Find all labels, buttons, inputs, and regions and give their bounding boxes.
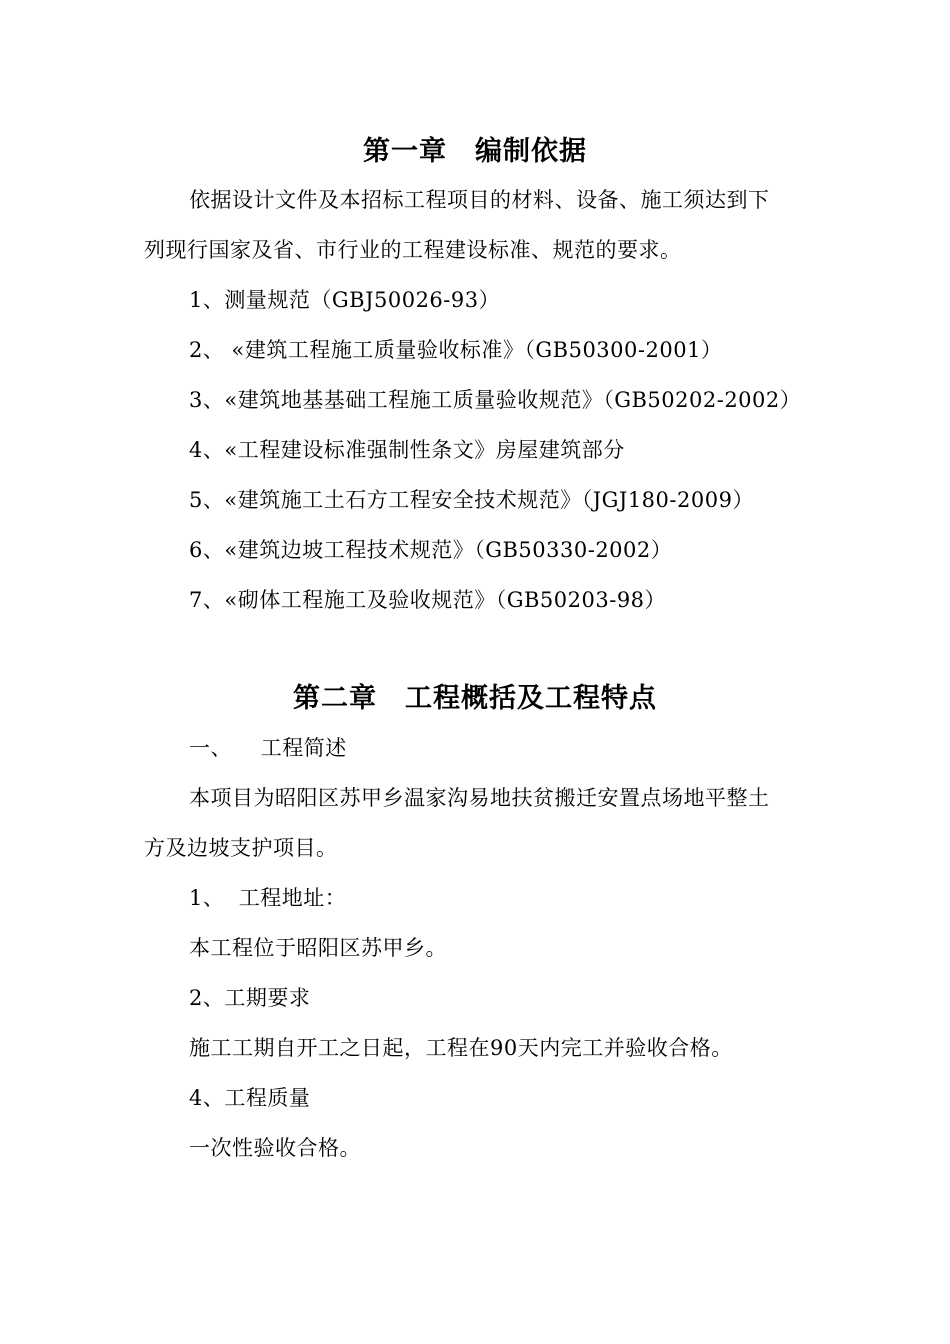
standard-item-7: 7、«砌体工程施工及验收规范》（GB50203-98） xyxy=(189,588,667,612)
item2-heading: 2、工期要求 xyxy=(189,986,311,1010)
standard-item-4: 4、«工程建设标准强制性条文》房屋建筑部分 xyxy=(189,438,625,462)
section1-heading: 一、 工程简述 xyxy=(189,736,347,760)
standard-item-3: 3、«建筑地基基础工程施工质量验收规范》（GB50202-2002） xyxy=(189,388,802,412)
item4-text: 一次性验收合格。 xyxy=(189,1136,361,1160)
standard-item-1: 1、测量规范（GBJ50026-93） xyxy=(189,288,501,312)
standard-item-6: 6、«建筑边坡工程技术规范》（GB50330-2002） xyxy=(189,538,673,562)
standard-item-2: 2、 «建筑工程施工质量验收标准》（GB50300-2001） xyxy=(189,338,723,362)
overview-line2: 方及边坡支护项目。 xyxy=(144,836,338,860)
chapter1-title: 第一章 编制依据 xyxy=(363,136,587,167)
item1-text: 本工程位于昭阳区苏甲乡。 xyxy=(189,936,447,960)
item2-text: 施工工期自开工之日起，工程在90天内完工并验收合格。 xyxy=(189,1036,733,1060)
item1-heading: 1、 工程地址： xyxy=(189,886,347,910)
chapter1-intro-line2: 列现行国家及省、市行业的工程建设标准、规范的要求。 xyxy=(144,238,682,262)
overview-line1: 本项目为昭阳区苏甲乡温家沟易地扶贫搬迁安置点场地平整土 xyxy=(189,786,770,810)
chapter1-intro-line1: 依据设计文件及本招标工程项目的材料、设备、施工须达到下 xyxy=(189,188,770,212)
item4-heading: 4、工程质量 xyxy=(189,1086,311,1110)
chapter2-title: 第二章 工程概括及工程特点 xyxy=(293,683,657,714)
standard-item-5: 5、«建筑施工土石方工程安全技术规范》（JGJ180-2009） xyxy=(189,488,754,512)
